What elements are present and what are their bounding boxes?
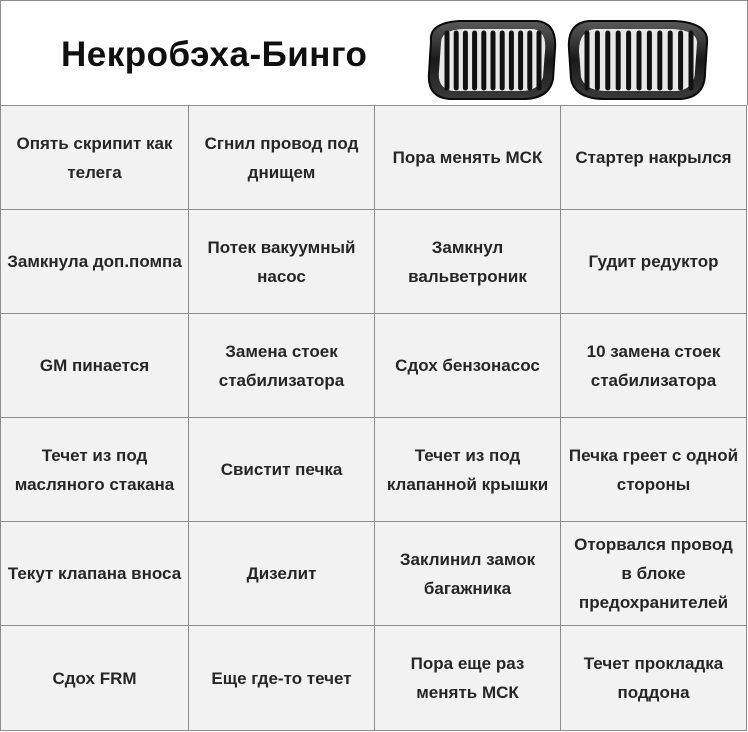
bingo-cell-text: Сгнил провод под днищем	[204, 133, 359, 182]
bingo-cell	[375, 210, 561, 314]
bingo-cell	[189, 106, 375, 210]
bingo-cell-text: Заклинил замок багажника	[399, 549, 536, 598]
page-title: Некробэха-Бинго	[61, 35, 368, 74]
bingo-cell	[375, 522, 561, 626]
bingo-cell-text: Течет из под клапанной крышки	[386, 445, 549, 494]
kidney-grille-icon	[419, 13, 731, 103]
bingo-cell	[561, 626, 747, 731]
bingo-cell-text: Текут клапана вноса	[7, 564, 182, 583]
bingo-cell-text: Сдох FRM	[52, 668, 137, 688]
bingo-cell	[375, 626, 561, 731]
bingo-cell-text: Опять скрипит как телега	[16, 133, 173, 182]
bingo-cell	[189, 626, 375, 731]
bingo-cell	[1, 210, 189, 314]
bingo-cell	[1, 314, 189, 418]
bingo-cell	[375, 106, 561, 210]
bingo-cell-text: 10 замена стоек стабилизатора	[586, 341, 721, 390]
bingo-cell-text: Пора менять МСК	[392, 148, 543, 167]
bingo-cell	[1, 106, 189, 210]
bingo-cell-text: Стартер накрылся	[575, 148, 732, 167]
bingo-cell-text: Течет из под масляного стакана	[14, 445, 175, 494]
bingo-cell	[561, 106, 747, 210]
bingo-cell-text: Замена стоек стабилизатора	[218, 341, 345, 390]
bingo-cell	[561, 418, 747, 522]
bingo-cell	[1, 522, 189, 626]
bingo-cell-text: Гудит редуктор	[588, 252, 719, 271]
bingo-cell-text: Течет прокладка поддона	[583, 654, 724, 702]
bingo-cell	[375, 418, 561, 522]
bingo-cell-text: Сдох бензонасос	[395, 356, 540, 375]
bingo-cell-text: Свистит печка	[220, 460, 343, 479]
bingo-cell	[189, 314, 375, 418]
bingo-cell	[1, 626, 189, 731]
bingo-grid	[0, 105, 747, 731]
bingo-cell-text: Замкнул вальветроник	[408, 237, 527, 286]
bingo-cell-text: Пора еще раз менять МСК	[410, 654, 525, 702]
bingo-cell	[375, 314, 561, 418]
bingo-cell	[189, 522, 375, 626]
bingo-cell	[561, 314, 747, 418]
bingo-cell-text: Еще где-то течет	[211, 668, 352, 688]
bingo-cell-text: Замкнула доп.помпа	[7, 252, 182, 271]
bingo-cell	[189, 418, 375, 522]
bingo-cell-text: Дизелит	[246, 564, 317, 583]
bingo-cell-text: Потек вакуумный насос	[207, 237, 356, 286]
bingo-cell	[1, 418, 189, 522]
bingo-cell	[561, 210, 747, 314]
bingo-cell	[561, 522, 747, 626]
bingo-cell	[189, 210, 375, 314]
bingo-cell-text: Печка греет с одной стороны	[568, 445, 739, 494]
bingo-cell-text: GM пинается	[39, 356, 150, 375]
bingo-cell-text: Оторвался провод в блоке предохранителей	[574, 535, 733, 612]
header	[0, 0, 748, 105]
